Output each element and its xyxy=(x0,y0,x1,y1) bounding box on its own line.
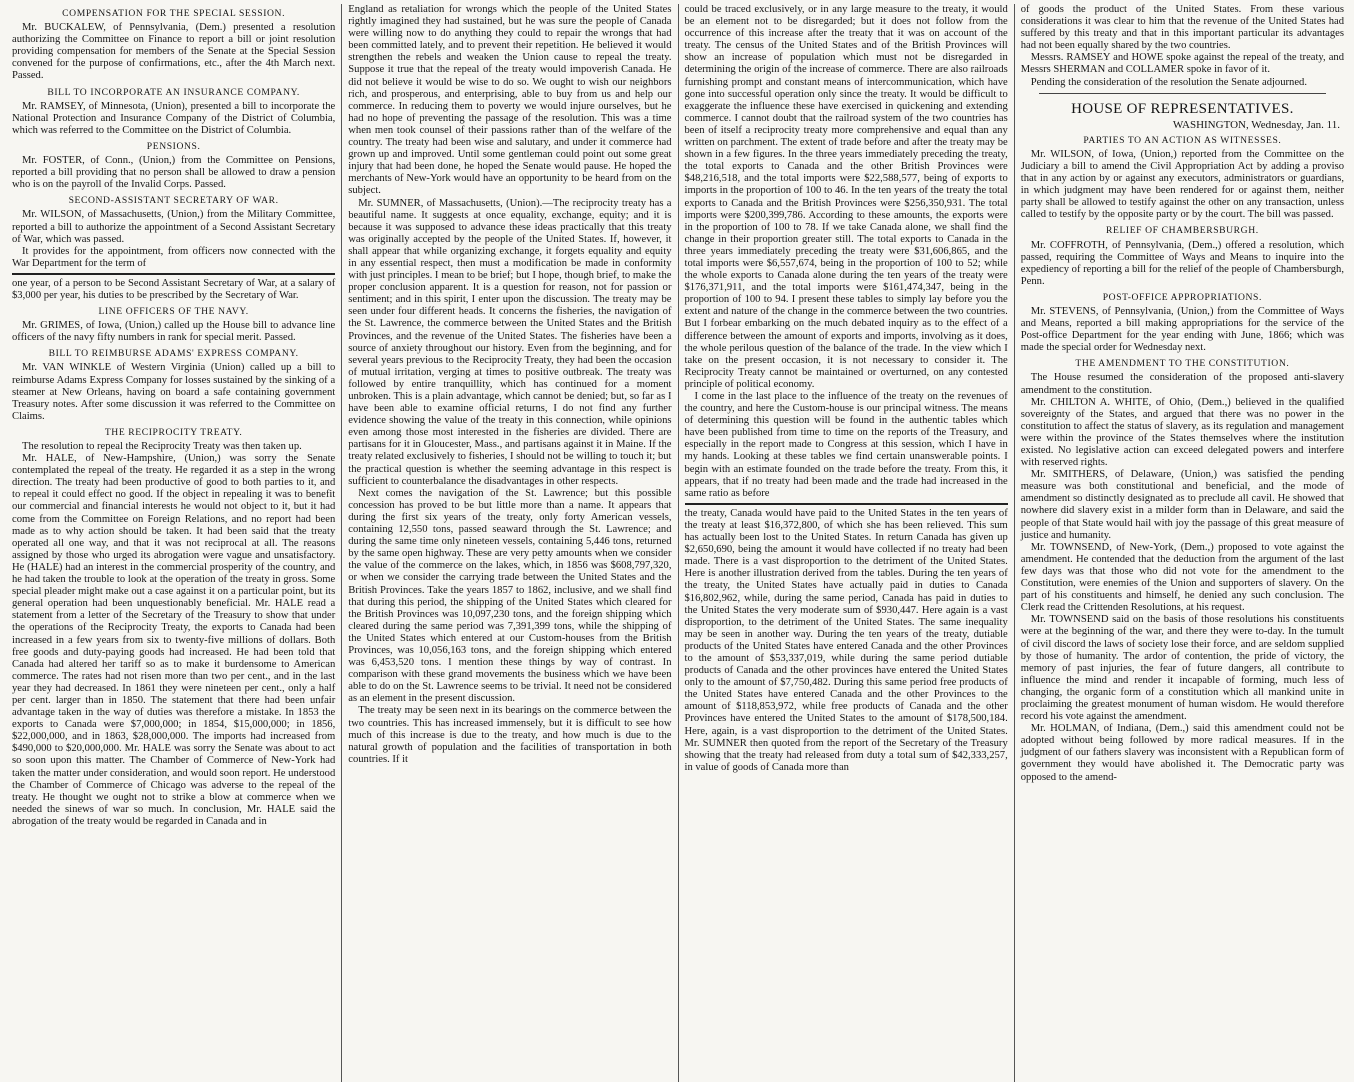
paragraph: I come in the last place to the influence of the treaty on the revenues of the country, and here the Custom-house is our principal witness. The means of determining this question will be found in the authentic tables which have been published from time to time on the reports of the Treasury, and especially in the report made to Congress at this session, which I have in my hands. Looking at these tables we find certain unanswerable points. I begin with an estimate founded on the trade before the treaty. From this, it appears, that if no treaty had been made and the trade had increased in the same ratio as before xyxy=(684,391,1008,499)
section-heading: RELIEF OF CHAMBERSBURGH. xyxy=(1106,225,1259,237)
paragraph: Mr. TOWNSEND, of New-York, (Dem.,) proposed to vote against the amendment. He contended that the deduction from the argument of the last few days was that those who did not vote for the amendment to the Constitution, were enemies of the Union and supporters of slavery. On the part of his constituents and himself, he denied any such conclusion. The Clerk read the Crittenden Resolutions, at his request. xyxy=(1020,541,1344,614)
paragraph: England as retaliation for wrongs which the people of the United States rightly imagined they had sustained, but he was sure the people of Canada were willing now to do anything they could to repair the wrongs that had been committed lately, and to prevent their repetition. He believed it would strengthen the rebels and weaken the Union cause to repeal the treaty. Suppose it true that the repeal of the treaty would impoverish Canada. He did not believe it would be wise to do so. We ought to wish our neighbors rich, and prosperous, and enterprising, able to buy from us and help our commerce. In reducing them to poverty we would injure ourselves, but he had no hope of preventing the passage of the resolution. This was a time when men took counsel of their passions rather than of the welfare of the country. The treaty had been wise and salutary, and under it commerce had grown up and improved. Until some gentleman could point out some great injury that had been done, he hoped the Senate would pause. He hoped the merchants of New-York would have an opportunity to be heard from on the subject. xyxy=(348,4,672,197)
paragraph: Mr. COFFROTH, of Pennsylvania, (Dem.,) offered a resolution, which passed, requiring the Committee of Ways and Means to inquire into the expediency of reporting a bill for the relief of the people of Chambersburgh, Penn. xyxy=(1020,239,1344,287)
paragraph: Mr. HALE, of New-Hampshire, (Union,) was sorry the Senate contemplated the repeal of the treaty. He regarded it as a step in the wrong direction. The treaty had been productive of good to both parties to it, and to repeal it could effect no good. If the object in repealing it was to benefit our commercial and financial interests he would not object to it, but it had come from the Committee on Foreign Relations, and no report had been made as to why action should be taken. It had been said that the treaty operated all one way, and that it was not reciprocal at all. The reasons assigned by those who urged its abrogation were vague and unsatisfactory. He (HALE) had an interest in the commercial prosperity of the country, and he had taken the trouble to look at the operation of the treaty in gross. Some special pleader might make out a case against it on a particular point, but its general operation had been unquestionably beneficial. Mr. HALE read a statement from a letter of the Secretary of the Treasury to show that under the operations of the Reciprocity Treaty, the exports to Canada had been increased in a few years from six to twenty-five millions of dollars. Both free goods and duty-paying goods had increased. He had been told that Canada had altered her tariff so as to make it burdensome to American commerce. The rates had not risen more than two per cent., and in the last year they had decreased. In 1861 they were nineteen per cent., only a half per cent. larger than in 1850. The statement that there had been unfair advantage taken in the way of duties was therefore a mistake. In 1853 the exports to Canada were $7,000,000; in 1854, $15,000,000; in 1856, $22,000,000, and in 1863, $28,000,000. The imports had increased from $490,000 to $20,000,000. Mr. HALE was sorry the Senate was about to act so soon upon this matter. The Chamber of Commerce of New-York had taken the matter under consideration, and would soon report. He understood the Chamber of Commerce of Chicago was adverse to the repeal of the treaty. He thought we ought not to strike a blow at commerce when we needed the sinews of war so much. In conclusion, Mr. HALE said the abrogation of the treaty would be regarded in Canada and in xyxy=(12,453,336,827)
paragraph: Mr. CHILTON A. WHITE, of Ohio, (Dem.,) believed in the qualified sovereignty of the States, and argued that there was no power in the constitution to affect the status of slavery, as its regulation and management were within the province of the States themselves where the institution existed. No legislative action can exceed delegated powers and interfere with reserved rights. xyxy=(1020,396,1344,469)
section-heading: POST-OFFICE APPROPRIATIONS. xyxy=(1102,291,1262,303)
section-heading: THE AMENDMENT TO THE CONSTITUTION. xyxy=(1075,358,1290,370)
column-4 xyxy=(1014,4,1350,1082)
paragraph: Mr. SUMNER, of Massachusetts, (Union).—The reciprocity treaty has a beautiful name. It suggests at once equality, exchange, equity; and it is because it was supposed to advance these ideas practically that this treaty was originally accepted by the people of the United States. If, however, it shall appear that while organizing exchange, it forgets equality and equity in any essential respect, then must a modification be made in conformity with just principles. I mean to be brief; but I hope, though brief, to make the proper conclusion apparent. It is a question for reason, not for passion or sentiment; and in this spirit, I enter upon the discussion. The treaty may be seen under four different heads. It concerns the fisheries, the navigation of the St. Lawrence, the commerce between the United States and the British Provinces, and the revenue of the United States. The fisheries have been a source of anxiety throughout our history. Even from the beginning, and for several years previous to the Reciprocity Treaty, they had been the occasion of mutual irritation, verging at times to positive outbreak. The treaty was followed by entire tranquillity, which has continued for a moment unbroken. This is a plain advantage, which cannot be denied; but, so far as I have been able to examine official returns, I do not find any further evidence showing the value of the treaty in this connection, while opinions even among those most interested in the fisheries are divided. There are partisans for it in Gloucester, Mass., and partisans against it in Maine. If the treaty related exclusively to fisheries, I should not be willing to touch it; but the practical question is whether the seeming advantage in this respect is sufficient to counterbalance the disadvantages in other respects. xyxy=(348,197,672,487)
section-heading: BILL TO INCORPORATE AN INSURANCE COMPANY. xyxy=(47,86,300,98)
column-1 xyxy=(6,4,341,1082)
section-heading: THE RECIPROCITY TREATY. xyxy=(104,426,243,438)
paragraph: The resolution to repeal the Reciprocity Treaty was then taken up. xyxy=(22,441,302,452)
paragraph: Mr. WILSON, of Iowa, (Union,) reported from the Committee on the Judiciary a bill to amend the Civil Appropriation Act by adding a proviso that in any action by or against any executors, administrators or guardians, in which judgment may have been rendered for or against them, neither party shall be allowed to testify against the other on any transaction, unless called to testify by the opposite party or by the court. The bill was passed. xyxy=(1020,148,1344,221)
paragraph: Mr. HOLMAN, of Indiana, (Dem.,) said this amendment could not be adopted without being followed by more radical measures. If in the judgment of our fathers slavery was inconsistent with a Republican form of government they would have abolished it. The Democratic party was opposed to the amend- xyxy=(1020,723,1344,783)
column-break-rule xyxy=(685,503,1008,505)
paragraph: could be traced exclusively, or in any large measure to the treaty, it would be an element not to be disregarded; but it does not follow from the occurrence of this increase after the treaty that it was on account of the treaty. The census of the United States and of the British Provinces will show an increase of population which must not be disregarded in determining the origin of the increase of commerce. There are also railroads furnishing prompt and constant means of intercommunication, which have gone into successful operation only since the treaty. It would be difficult to exaggerate the influence these have exercised in quickening and extending commerce. I cannot doubt that the railroad system of the two countries has been of itself a reciprocity treaty more comprehensive and equal than any written on parchment. The extent of trade before and after the treaty may be shown in a few figures. In the three years immediately preceding the treaty, the total exports to Canada and the other British Provinces were $48,216,518, and the total imports were $22,588,577, being of exports to imports in the proportion of 100 to 46. In the ten years of the treaty the total exports to Canada and the British Provinces were $256,350,931. The total imports were $200,399,786. According to these amounts, the exports were in the proportion of 100 to 78. If we take Canada alone, we shall find the change in their proportion greater still. The total exports to Canada in the three years immediately preceding the treaty were $31,606,865, and the total imports were $6,557,674, being in the proportion of 100 to 52; while the whole exports to Canada alone during the ten years of the treaty were $176,371,911, and the total imports were $161,474,347, being in the proportion of 100 to 94. I present these tables to simply lay before you the extent and nature of the change in the commerce between the two countries. But I forbear embarking on the much debated inquiry as to the effect of a difference between the amount of exports and imports, involving as it does, the whole perilous question of the balance of the trade. In the view which I take on the present occasion, it is not necessary to consider it. The Reciprocity Treaty cannot be maintained or overturned, on any contested principle of political economy. xyxy=(684,4,1008,390)
paragraph: Mr. SMITHERS, of Delaware, (Union,) was satisfied the pending measure was both constitutional and beneficial, and the mode of amendment so distinctly designated as to preclude all cavil. He showed that nowhere did slavery exist in a milder form than in Delaware, and said the people of that State would hail with joy the passage of this great measure of justice and humanity. xyxy=(1020,469,1344,541)
dateline: WASHINGTON, Wednesday, Jan. 11. xyxy=(1172,118,1340,131)
column-break-rule xyxy=(12,273,335,275)
section-heading: PENSIONS. xyxy=(146,140,201,152)
section-heading: LINE OFFICERS OF THE NAVY. xyxy=(98,306,249,318)
paragraph: one year, of a person to be Second Assistant Secretary of War, at a salary of $3,000 per year, his duties to be prescribed by the Secretary of War. xyxy=(12,277,336,301)
paragraph: Mr. RAMSEY, of Minnesota, (Union), presented a bill to incorporate the National Protection and Insurance Company of the District of Columbia, which was referred to the Committee on the District of Columbia. xyxy=(12,100,336,136)
paragraph: Next comes the navigation of the St. Lawrence; but this possible concession has proved to be but little more than a name. It appears that during the first six years of the treaty, only forty American vessels, containing 12,550 tons, passed seaward through the St. Lawrence; and during the same time only nineteen vessels, containing 5,446 tons, returned by the same open highway. These are very petty amounts when we consider the value of the commerce on the lakes, which, in 1856 was $608,797,320, or when we consider the carrying trade between the United States and the British Provinces. Take the years 1857 to 1862, inclusive, and we shall find that during this period, the shipping of the United States which cleared for the British Provinces was 10,097,230 tons, and the foreign shipping which cleared during the same period was 7,391,399 tons, while the shipping of the United States which entered at our Custom-houses from the British Provinces, was 10,056,163 tons, and the foreign shipping which entered was 6,453,520 tons. I mention these things by way of contrast. In comparison with these grand movements the business which we have been able to do on the St. Lawrence seems to be trivial. It need not be considered as an element in the present discussion. xyxy=(348,487,672,705)
divider xyxy=(1039,93,1326,94)
paragraph: The treaty may be seen next in its bearings on the commerce between the two countries. This has increased immensely, but it is difficult to see how much of this increase is due to the treaty, and how much is due to the natural growth of population and the facilities of transportation in both countries. If it xyxy=(348,705,672,765)
paragraph: Mr. STEVENS, of Pennsylvania, (Union,) from the Committee of Ways and Means, reported a bill making appropriations for the service of the Post-office Department for the year ending with June, 1866; which was made the special order for Wednesday next. xyxy=(1020,305,1344,354)
paragraph: the treaty, Canada would have paid to the United States in the ten years of the treaty at least $16,372,800, of which she has been relieved. This sum has actually been lost to the United States. In return Canada has given up $2,650,690, being the amount it would have collected if no treaty had been made. There is a vast disproportion to the detriment of the United States. Here is another illustration derived from the tables. During the ten years of the treaty, the United States have actually paid in duties to Canada $16,802,962, while, during the same period, Canada has paid in duties to the United States the very moderate sum of $930,447. Here again is a vast disproportion, to the detriment of the United States. The same inequality may be seen in another way. During the ten years of the treaty, dutiable products of the United States have entered Canada and the other Provinces to the amount of $53,337,019, while during the same period dutiable products of Canada and the other provinces have entered the United States only to the amount of $7,750,482. During this same period free products of the United States have entered Canada and the other Provinces to the amount of $118,853,972, while free products of Canada and the other Provinces have entered the United States to the amount of $178,500,184. Here, again, is a vast disproportion to the detriment of the United States. Mr. SUMNER then quoted from the report of the Secretary of the Treasury showing that the treaty had released from duty a total sum of $42,333,257, in value of goods of Canada more than xyxy=(684,507,1008,773)
paragraph: Mr. TOWNSEND said on the basis of those resolutions his constituents were at the beginning of the war, and there they were to-day. In the tumult of civil discord the laws of society lose their force, and are seldom supplied by those of humanity. The ardor of contention, the pride of victory, the memory of past injuries, the fear of future dangers, all contribute to influence the mind and render it incapable of forming, much less of changing, the organic form of a constitution which all mankind unite in proclaiming the greatest monument of human wisdom. He would therefore record his vote against the amendment. xyxy=(1020,614,1344,723)
paragraph: Mr. BUCKALEW, of Pennsylvania, (Dem.) presented a resolution authorizing the Committee on Finance to report a bill or joint resolution providing compensation for members of the Senate at the Special Session convened for the purpose of confirmations, etc., after the 4th March next. Passed. xyxy=(12,22,336,82)
paragraph: It provides for the appointment, from officers now connected with the War Department for the term of xyxy=(12,245,336,269)
section-heading: COMPENSATION FOR THE SPECIAL SESSION. xyxy=(62,8,286,19)
column-2 xyxy=(341,4,677,1082)
paragraph: Mr. WILSON, of Massachusetts, (Union,) from the Military Committee, reported a bill to authorize the appointment of a Second Assistant Secretary of War, which was passed. xyxy=(12,209,336,245)
paragraph: The House resumed the consideration of the proposed anti-slavery amendment to the constitution. xyxy=(1020,372,1344,396)
paragraph: of goods the product of the United States. From these various considerations it was clear to him that the revenue of the United States had suffered by this treaty and that in this important particular its advantages had not been equally shared by the two countries. xyxy=(1020,4,1344,52)
paragraph: Mr. VAN WINKLE of Western Virginia (Union) called up a bill to reimburse Adams Express Company for losses sustained by the sinking of a steamer at New Orleans, having on board a safe containing government Treasury notes. After some discussion it was referred to the Committee on Claims. xyxy=(12,362,336,422)
paragraph: Messrs. RAMSEY and HOWE spoke against the repeal of the treaty, and Messrs SHERMAN and COLLAMER spoke in favor of it. xyxy=(1020,52,1344,76)
column-3 xyxy=(678,4,1014,1082)
section-heading: SECOND-ASSISTANT SECRETARY OF WAR. xyxy=(68,195,279,207)
paragraph: Mr. FOSTER, of Conn., (Union,) from the Committee on Pensions, reported a bill providing that no person shall be allowed to draw a pension who is on the payroll of the Invalid Corps. Passed. xyxy=(12,155,336,191)
section-heading: PARTIES TO AN ACTION AS WITNESSES. xyxy=(1083,134,1282,146)
house-title: HOUSE OF REPRESENTATIVES. xyxy=(1071,100,1294,117)
section-heading: BILL TO REIMBURSE ADAMS' EXPRESS COMPANY. xyxy=(48,348,299,360)
paragraph: Pending the consideration of the resolution the Senate adjourned. xyxy=(1030,76,1307,88)
paragraph: Mr. GRIMES, of Iowa, (Union,) called up the House bill to advance line officers of the navy fifty numbers in rank for special merit. Passed. xyxy=(12,320,336,344)
